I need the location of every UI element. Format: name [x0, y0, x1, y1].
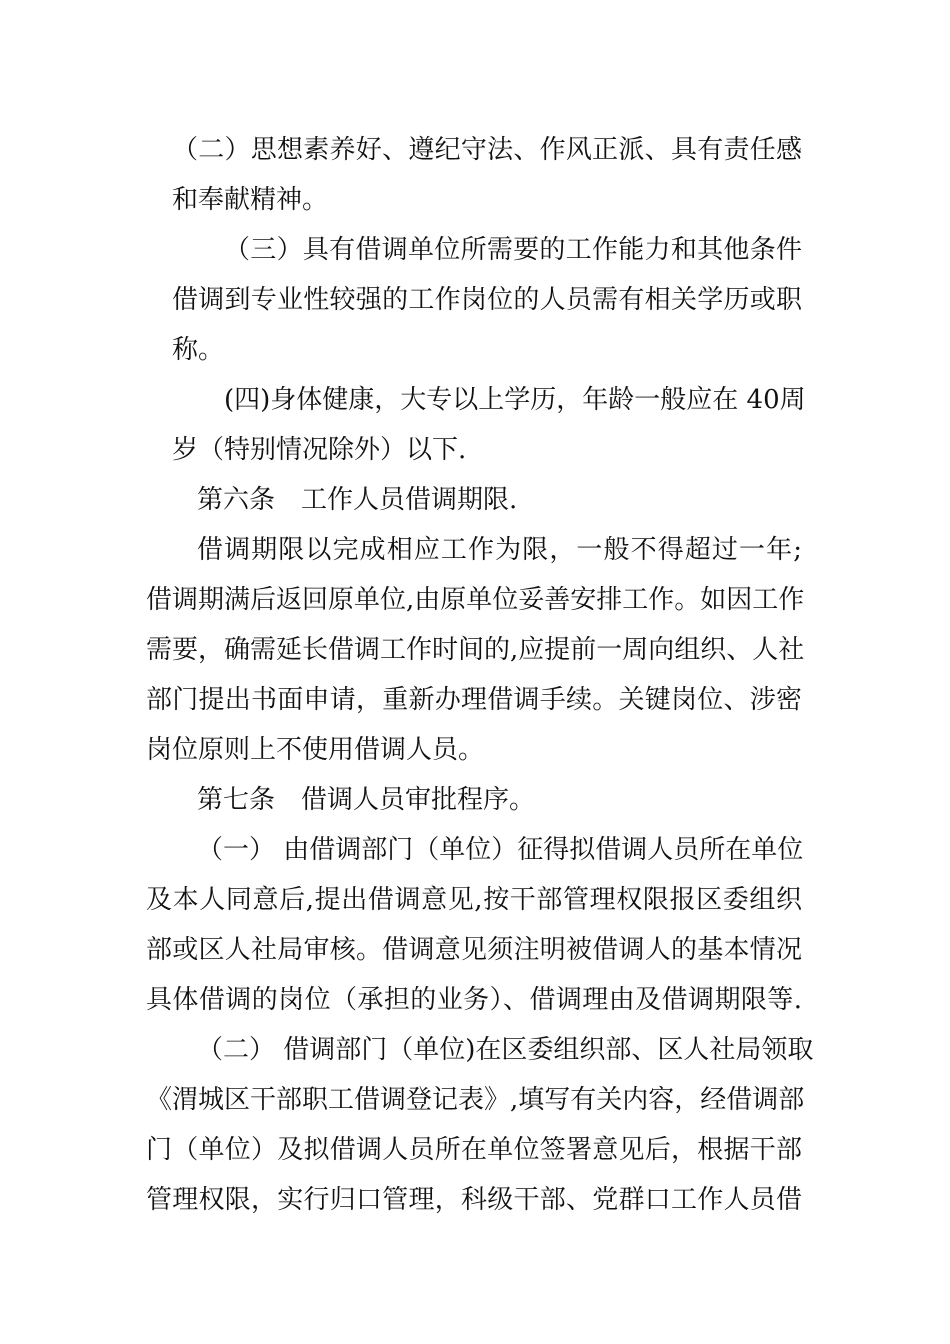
text-line: 具体借调的岗位（承担的业务）、借调理由及借调期限等. — [146, 985, 802, 1015]
text-line: 借调期限以完成相应工作为限，一般不得超过一年; — [197, 535, 802, 565]
text-line: （一） 由借调部门（单位）征得拟借调人员所在单位 — [197, 835, 804, 865]
text-line: 门（单位）及拟借调人员所在单位签署意见后，根据干部 — [146, 1135, 802, 1165]
text-line: 称。 — [172, 335, 225, 365]
text-line: 及本人同意后,提出借调意见,按干部管理权限报区委组织 — [146, 885, 802, 915]
text-line: 《渭城区干部职工借调登记表》,填写有关内容，经借调部 — [146, 1085, 805, 1115]
section-heading: 第六条 工作人员借调期限. — [197, 485, 518, 515]
text-line: （二） 借调部门（单位)在区委组织部、区人社局领取 — [197, 1035, 814, 1065]
text-line: （二）思想素养好、遵纪守法、作风正派、具有责任感 — [172, 135, 802, 165]
text-line: (四)身体健康，大专以上学历，年龄一般应在 40周 — [224, 385, 806, 415]
text-line: 岁（特别情况除外）以下. — [172, 435, 467, 465]
text-line: 和奉献精神。 — [172, 185, 329, 215]
text-line: 部或区人社局审核。借调意见须注明被借调人的基本情况 — [146, 935, 802, 965]
text-line: （三）具有借调单位所需要的工作能力和其他条件 — [224, 235, 802, 265]
text-line: 借调期满后返回原单位,由原单位妥善安排工作。如因工作 — [146, 585, 805, 615]
section-heading: 第七条 借调人员审批程序。 — [197, 785, 536, 815]
text-line: 岗位原则上不使用借调人员。 — [146, 735, 485, 765]
text-line: 部门提出书面申请，重新办理借调手续。关键岗位、涉密 — [146, 685, 802, 715]
text-line: 管理权限，实行归口管理，科级干部、党群口工作人员借 — [146, 1185, 802, 1215]
text-line: 需要，确需延长借调工作时间的,应提前一周向组织、人社 — [146, 635, 805, 665]
text-line: 借调到专业性较强的工作岗位的人员需有相关学历或职 — [172, 285, 802, 315]
